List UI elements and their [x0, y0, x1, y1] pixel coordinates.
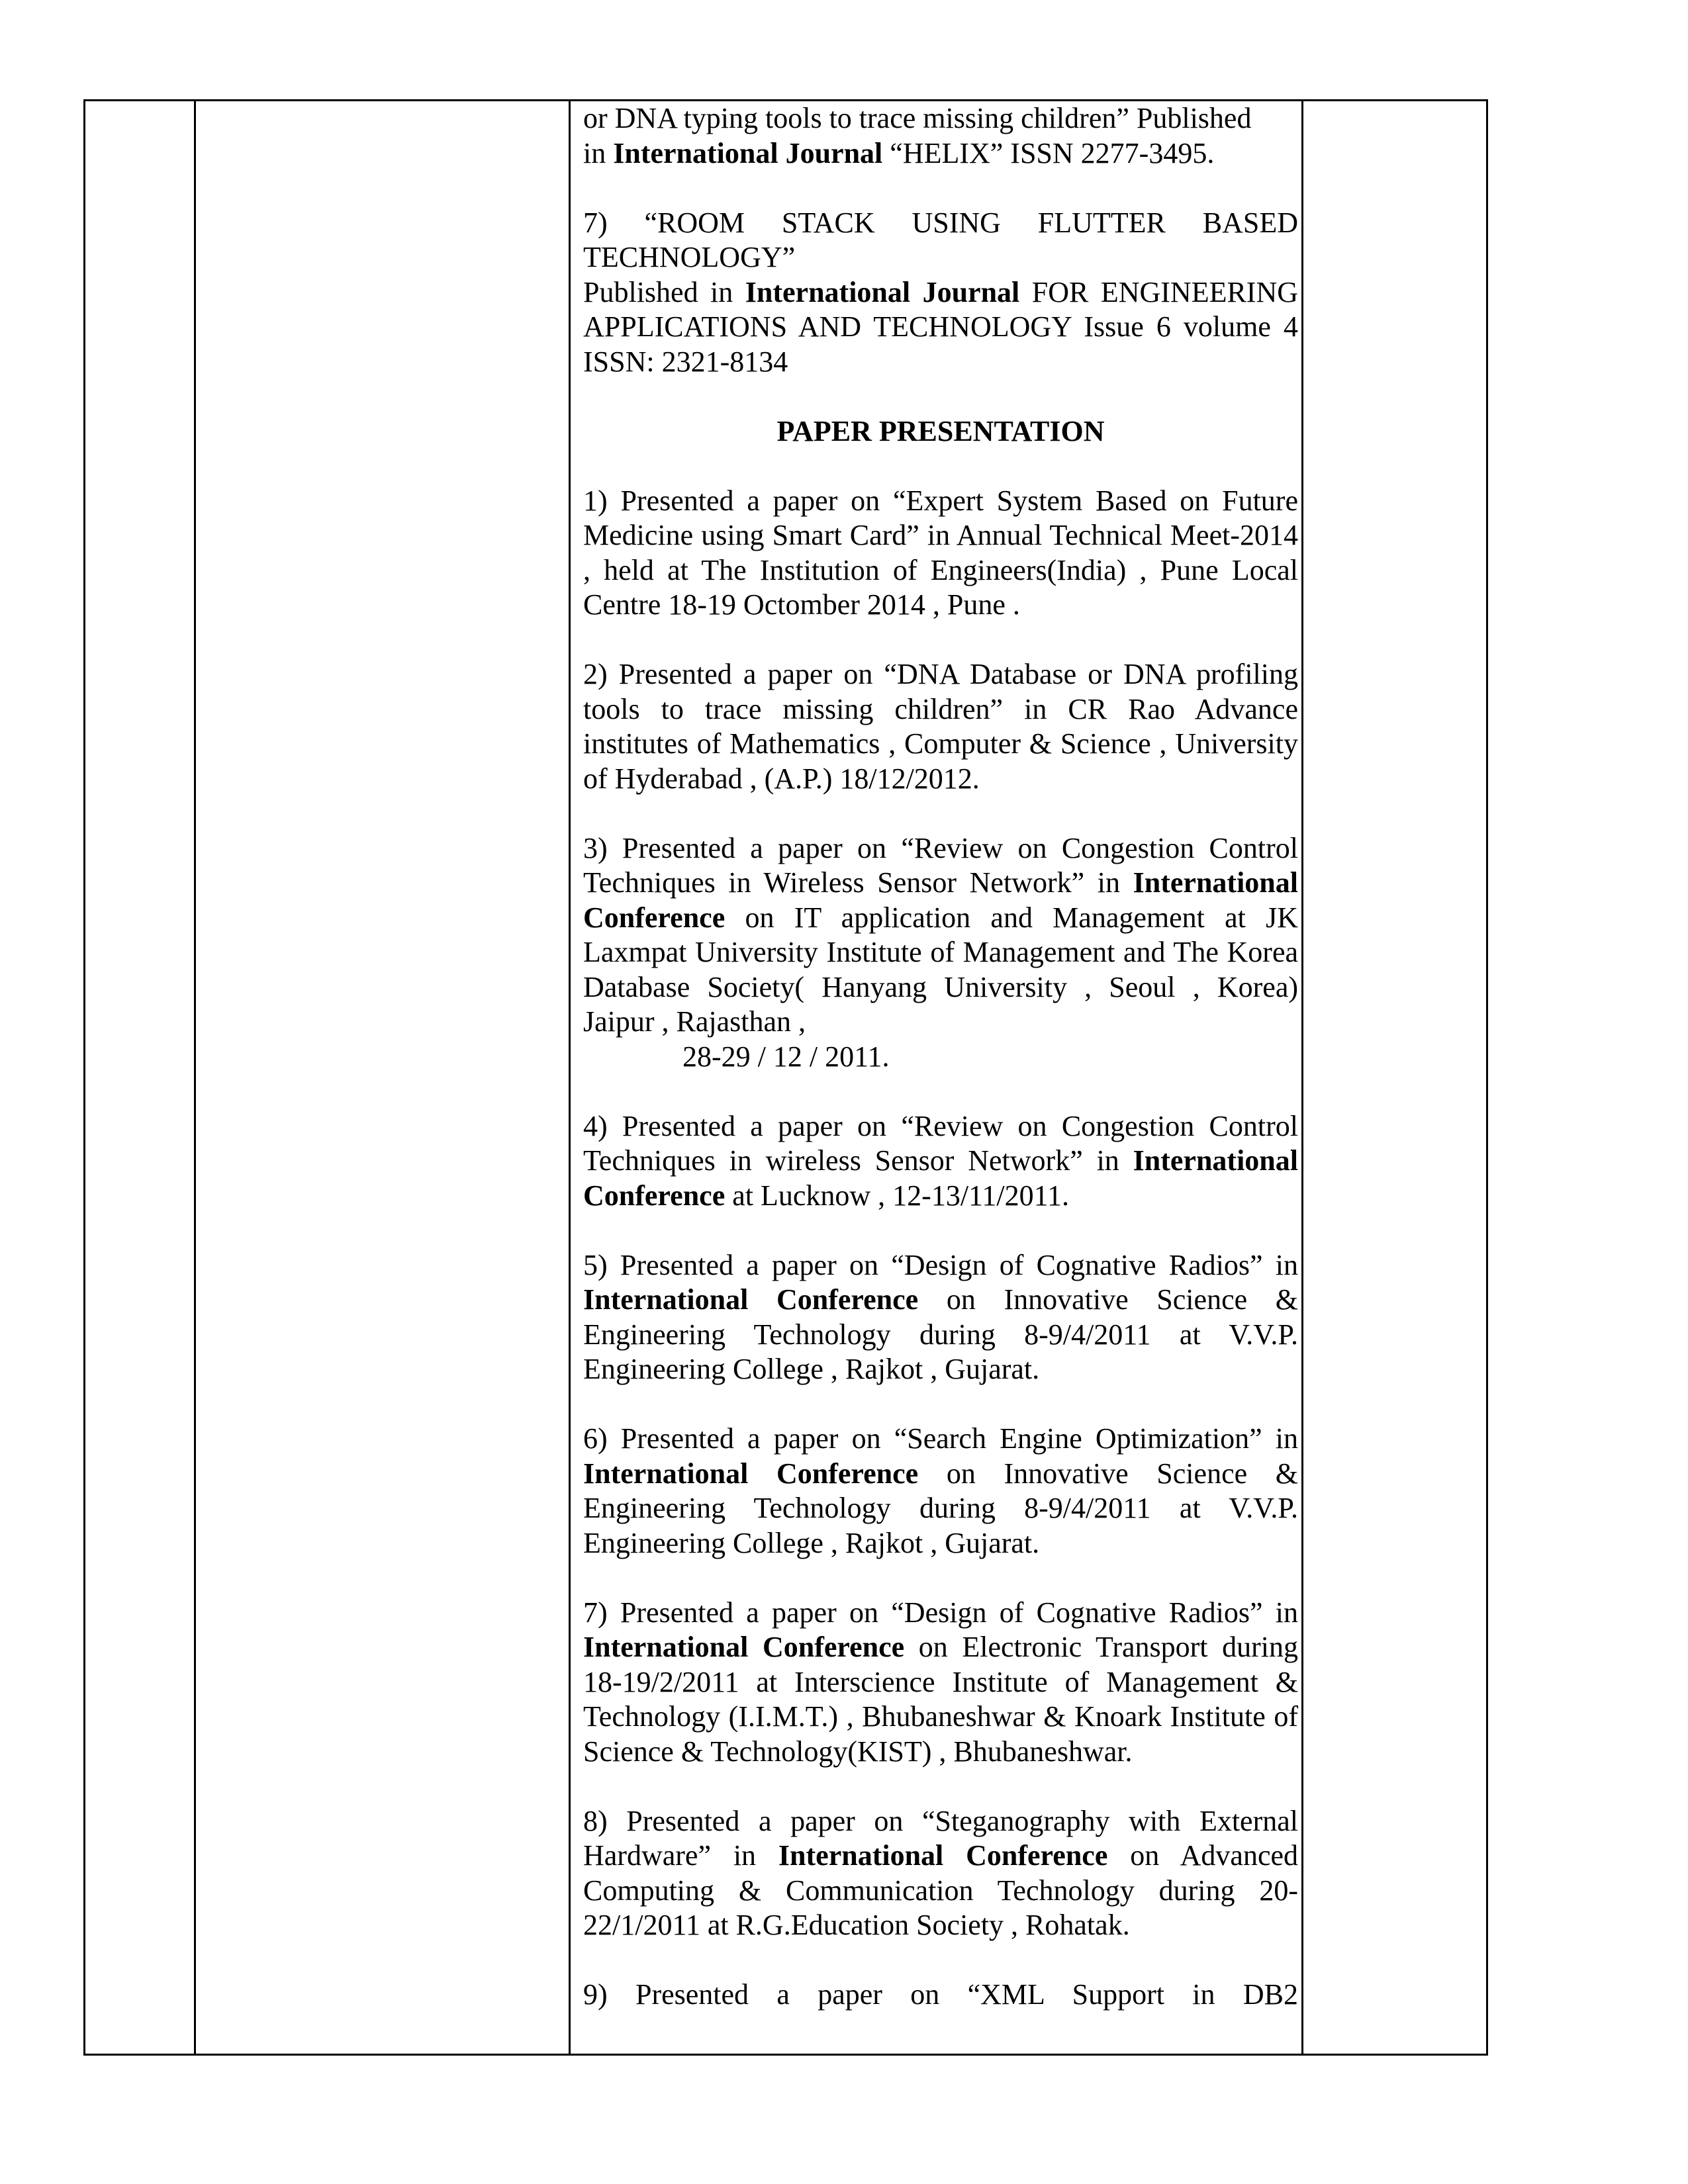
presentation-item-4-post: at Lucknow , 12-13/11/2011. — [725, 1179, 1070, 1212]
column-divider-3 — [1301, 101, 1303, 2054]
presentation-item-3-post: on IT application and Management at JK Laxmpat University Institute of Management and The Korea Database Society( Hanyang University , Seoul , Korea) Jaipur , Rajasthan , — [583, 901, 1298, 1038]
publication-continuation-post: “HELIX” ISSN 2277-3495. — [882, 136, 1215, 169]
publication-7-journal-bold: International Journal — [745, 275, 1020, 308]
presentation-item-4 — [583, 1109, 1298, 1214]
presentation-item-6 — [583, 1422, 1298, 1561]
publication-continuation-pre: in — [583, 136, 614, 169]
publication-journal-bold: International Journal — [613, 136, 883, 169]
presentation-item-3-bold: International Conference — [583, 866, 1298, 934]
presentation-item-8-pre: 8) Presented a paper on “Steganography with External Hardware” in — [583, 1804, 1298, 1872]
presentation-item-6-post: on Innovative Science & Engineering Technology during 8-9/4/2011 at V.V.P. Engineering College , Rajkot , Gujarat. — [583, 1457, 1298, 1559]
publication-7 — [583, 206, 1298, 380]
presentation-item-7-bold: International Conference — [583, 1631, 905, 1663]
presentation-item-7 — [583, 1596, 1298, 1770]
presentation-item-8 — [583, 1804, 1298, 1943]
column-divider-2 — [569, 101, 571, 2054]
presentation-item-4-pre: 4) Presented a paper on “Review on Congestion Control Techniques in wireless Sensor Network” in — [583, 1109, 1298, 1177]
presentation-item-7-pre: 7) Presented a paper on “Design of Cognative Radios” in — [583, 1596, 1298, 1629]
presentation-item-3-pre: 3) Presented a paper on “Review on Congestion Control Techniques in Wireless Sensor Network” in — [583, 831, 1298, 899]
publication-7-title: 7) “ROOM STACK USING FLUTTER BASED TECHNOLOGY” — [583, 206, 1298, 273]
presentation-item-9: 9) Presented a paper on “XML Support in DB2 — [583, 1978, 1298, 2011]
presentation-item-5-pre: 5) Presented a paper on “Design of Cognative Radios” in — [583, 1248, 1298, 1281]
publication-continuation — [583, 101, 1298, 171]
presentation-item-4-bold: International Conference — [583, 1144, 1298, 1212]
publication-7-post: FOR ENGINEERING APPLICATIONS AND TECHNOLOGY Issue 6 volume 4 ISSN: 2321-8134 — [583, 275, 1298, 378]
section-heading-paper-presentation: PAPER PRESENTATION — [776, 414, 1105, 447]
column-3-cell — [583, 101, 1298, 2013]
presentation-item-2: 2) Presented a paper on “DNA Database or DNA profiling tools to trace missing children” in CR Rao Advance institutes of Mathematics , Computer & Science , University of Hyderabad , (A.P.) 18/12/2012. — [583, 658, 1298, 795]
content-table — [83, 99, 1488, 2056]
presentation-item-5 — [583, 1248, 1298, 1387]
presentation-item-8-bold: International Conference — [778, 1839, 1108, 1872]
presentation-item-5-bold: International Conference — [583, 1283, 919, 1316]
column-divider-1 — [194, 101, 196, 2054]
presentation-item-1: 1) Presented a paper on “Expert System Based on Future Medicine using Smart Card” in Annual Technical Meet-2014 , held at The Institution of Engineers(India) , Pune Local Centre 18-19 Octomber 2014 , Pune . — [583, 484, 1298, 621]
publication-continuation-line1: or DNA typing tools to trace missing children” Published — [583, 102, 1252, 134]
presentation-item-5-post: on Innovative Science & Engineering Technology during 8-9/4/2011 at V.V.P. Engineering College , Rajkot , Gujarat. — [583, 1283, 1298, 1385]
presentation-item-3 — [583, 831, 1298, 1075]
presentation-item-6-bold: International Conference — [583, 1457, 919, 1490]
presentation-item-3-date: 28-29 / 12 / 2011. — [682, 1040, 890, 1073]
presentation-item-7-post: on Electronic Transport during 18-19/2/2011 at Interscience Institute of Management & Technology (I.I.M.T.) , Bhubaneshwar & Knoark Institute of Science & Technology(KIST) , Bhubaneshwar. — [583, 1631, 1298, 1768]
presentation-item-6-pre: 6) Presented a paper on “Search Engine Optimization” in — [583, 1422, 1298, 1455]
publication-7-pre: Published in — [583, 275, 745, 308]
presentation-item-8-post: on Advanced Computing & Communication Technology during 20-22/1/2011 at R.G.Education Society , Rohatak. — [583, 1839, 1298, 1941]
